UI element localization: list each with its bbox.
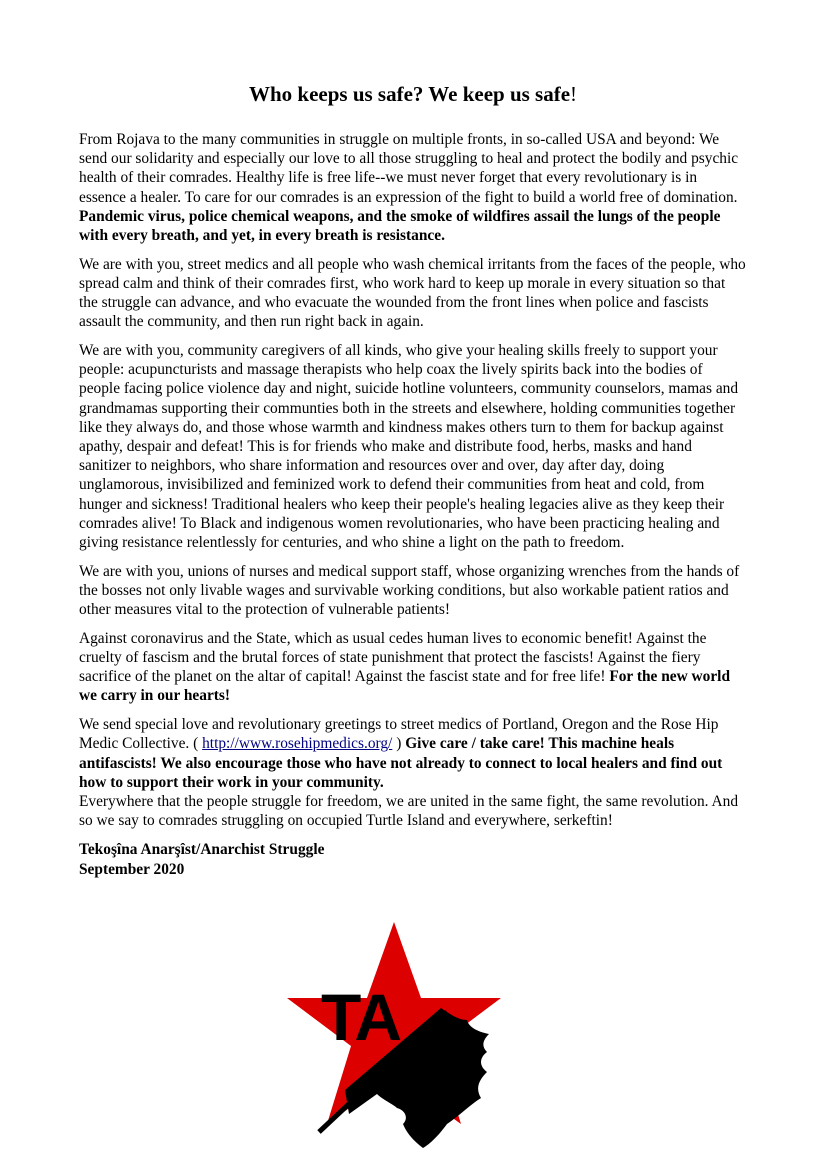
title-exclamation: ! xyxy=(570,82,578,106)
paragraph-6-bold: Give care / take care! This machine heals antifascists! We also encourage those who have not already to connect to local healers and find out how to support their work in your community. xyxy=(79,735,723,791)
paragraph-1 xyxy=(79,130,747,245)
paragraph-3: We are with you, community caregivers of all kinds, who give your healing skills freely to support your people: acupuncturists and massage therapists who help coax the lively spirits back into the bodies of people facing police violence day and night, suicide hotline volunteers, community counselors, mamas and grandmamas supporting their communties both in the streets and elsewhere, holding communities together like they always do, and those whose warmth and kindness makes others turn to them for backup against apathy, despair and defeat! This is for friends who make and distribute food, herbs, masks and hand sanitizer to neighbors, who share information and resources over and over, day after day, doing unglamorous, invisibilized and feminized work to defend their communities from heat and cold, from hunger and sickness! Traditional healers who keep their people's healing legacies alive as they keep their comrades alive! To Black and indigenous women revolutionaries, who have been practicing healing and giving resistance relentlessly for centuries, and who shine a light on the path to freedom. xyxy=(79,342,739,552)
paragraph-6 xyxy=(79,715,747,830)
paragraph-5 xyxy=(79,629,747,706)
page-title xyxy=(79,81,747,107)
ta-logo xyxy=(283,920,505,1150)
paragraph-5-bold: For the new world we carry in our hearts! xyxy=(79,668,731,705)
paragraph-6-closing: Everywhere that the people struggle for freedom, we are united in the same fight, the same revolution. And so we say to comrades struggling on occupied Turtle Island and everywhere, serkeftin! xyxy=(79,793,739,830)
paragraph-6-text-before: We send special love and revolutionary greetings to street medics of Portland, Oregon and the Rose Hip Medic Collective. ( xyxy=(79,716,719,753)
rosehip-link[interactable]: http://www.rosehipmedics.org/ xyxy=(202,735,393,753)
paragraph-1-text: From Rojava to the many communities in struggle on multiple fronts, in so-called USA and beyond: We send our solidarity and especially our love to all those struggling to heal and protect the bodily and psychic health of their comrades. Healthy life is free life--we must never forget that every revolutionary is in essence a healer. To care for our comrades is an expression of the fight to build a world free of domination. xyxy=(79,131,739,206)
signature xyxy=(79,840,747,878)
paragraph-6-text-after: ) xyxy=(396,735,402,753)
title-text: Who keeps us safe? We keep us safe xyxy=(248,82,571,106)
signature-date: September 2020 xyxy=(79,860,185,878)
signature-org: Tekoşîna Anarşîst/Anarchist Struggle xyxy=(79,841,325,859)
logo-text: TA xyxy=(321,980,401,1054)
paragraph-1-bold: Pandemic virus, police chemical weapons, and the smoke of wildfires assail the lungs of the people with every breath, and yet, in every breath is resistance. xyxy=(79,207,721,245)
paragraph-4: We are with you, unions of nurses and medical support staff, whose organizing wrenches from the hands of the bosses not only livable wages and survivable working conditions, but also workable patient ratios and other measures vital to the protection of vulnerable patients! xyxy=(79,562,740,619)
paragraph-2: We are with you, street medics and all people who wash chemical irritants from the faces of the people, who spread calm and think of their comrades first, who work hard to keep up morale in every situation so that the struggle can advance, and who evacuate the wounded from the front lines when police and fascists assault the community, and then run right back in again. xyxy=(79,255,746,331)
paragraph-5-text: Against coronavirus and the State, which as usual cedes human lives to economic benefit! Against the cruelty of fascism and the brutal forces of state punishment that protect the fascists! Against the fiery sacrifice of the planet on the altar of capital! Against the fascist state and for free life! xyxy=(79,629,707,686)
document-body xyxy=(79,130,747,888)
